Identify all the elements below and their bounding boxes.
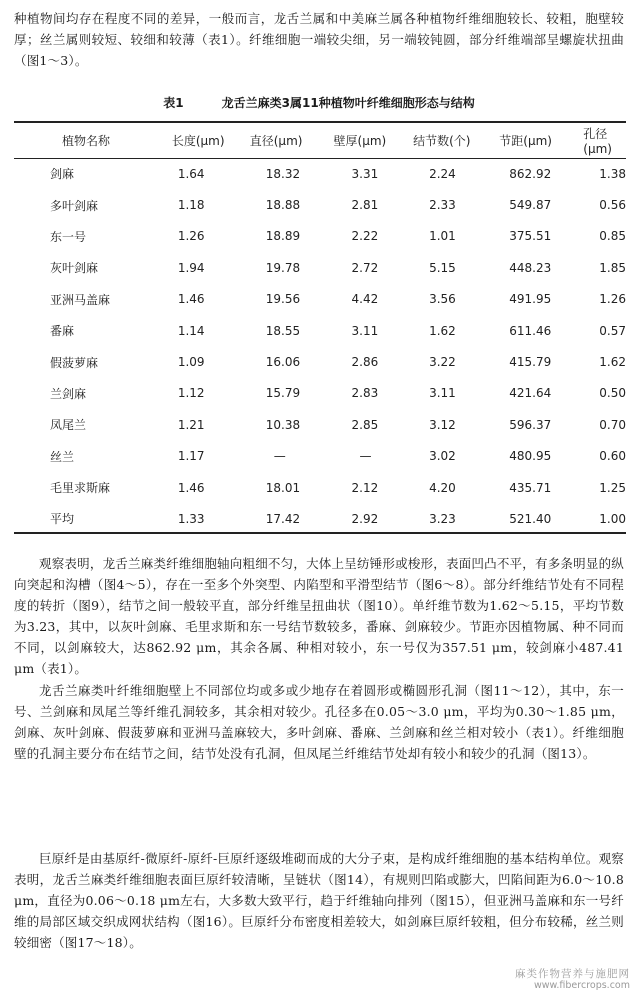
cell-node-spacing: 611.46 (509, 323, 552, 338)
table-row (14, 346, 626, 377)
cell-pore-size: 1.38 (599, 166, 626, 181)
cell-wall-thickness: 2.85 (351, 417, 379, 432)
table-title: 龙舌兰麻类3属11种植物叶纤维细胞形态与结构 (221, 96, 475, 110)
cell-node-count: 3.56 (429, 292, 456, 307)
header-diameter: 直径(μm) (249, 134, 303, 148)
cell-length: 1.33 (177, 511, 205, 526)
table-row (14, 252, 626, 283)
table-row (14, 441, 626, 472)
observation-paragraph-1: 观察表明，龙舌兰麻类纤维细胞轴向粗细不匀，大体上呈纺锤形或梭形，表面凹凸不平，有多条明显的纵向突起和沟槽（图4～5），存在一至多个外突型、内陷型和平滑型结节（图6～8）。部分纤维结节处有不同程度的转折（图9），结节之间一般较平直，部分纤维呈扭曲状（图10）。单纤维节数为1.62～5.15，平均节数为3.23，其中，以灰叶剑麻、毛里求斯和东一号结节数较多，番麻、剑麻较少。节距亦因植物属、种不同而不同，以剑麻较大，达862.92 μm，其余各属、种相对较小，东一号仅为357.51 μm，较剑麻小487.41 μm（表1）。 (14, 556, 624, 676)
cell-length: 1.94 (177, 260, 205, 275)
cell-diameter: 19.56 (265, 292, 301, 307)
cell-node-count: 3.22 (429, 355, 456, 370)
cell-diameter: 17.42 (265, 511, 301, 526)
cell-diameter: — (273, 449, 286, 464)
cell-wall-thickness: 2.22 (351, 229, 379, 244)
cell-node-spacing: 375.51 (509, 229, 552, 244)
cell-pore-size: 0.56 (599, 198, 626, 213)
table-row (14, 221, 626, 252)
table-row (14, 409, 626, 440)
watermark-url: www.fibercrops.com (533, 980, 630, 991)
cell-node-count: 3.11 (429, 386, 456, 401)
cell-node-count: 2.24 (429, 166, 456, 181)
header-plant-name: 植物名称 (62, 134, 111, 148)
cell-wall-thickness: 2.83 (351, 386, 379, 401)
cell-node-count: 1.62 (429, 323, 456, 338)
cell-diameter: 18.88 (265, 198, 301, 213)
cell-plant-name: 平均 (50, 512, 75, 527)
cell-node-spacing: 596.37 (509, 417, 552, 432)
cell-pore-size: 0.70 (599, 417, 626, 432)
cell-wall-thickness: 2.72 (351, 260, 379, 275)
cell-pore-size: 1.62 (599, 355, 626, 370)
cell-diameter: 15.79 (265, 386, 301, 401)
cell-length: 1.26 (177, 229, 205, 244)
table-caption (14, 94, 624, 111)
cell-diameter: 18.32 (265, 166, 301, 181)
cell-wall-thickness: 2.81 (351, 198, 379, 213)
cell-plant-name: 兰剑麻 (50, 386, 87, 401)
cell-wall-thickness: 4.42 (351, 292, 379, 307)
cell-node-count: 1.01 (429, 229, 456, 244)
cell-length: 1.21 (177, 417, 205, 432)
cell-length: 1.46 (177, 480, 205, 495)
cell-node-spacing: 491.95 (509, 292, 552, 307)
cell-length: 1.12 (177, 386, 205, 401)
intro-paragraph: 种植物间均存在程度不同的差异，一般而言，龙舌兰属和中美麻兰属各种植物纤维细胞较长、较粗，胞壁较厚；丝兰属则较短、较细和较薄（表1）。纤维细胞一端较尖细，另一端较钝圆，部分纤维端部呈螺旋状扭曲（图1～3）。 (14, 11, 624, 68)
cell-wall-thickness: 2.12 (351, 480, 379, 495)
cell-diameter: 18.55 (265, 323, 301, 338)
table-row (14, 158, 626, 189)
header-wall-thickness: 壁厚(μm) (333, 134, 387, 148)
table-row (14, 284, 626, 315)
cell-pore-size: 0.60 (599, 449, 626, 464)
cell-wall-thickness: — (359, 449, 372, 464)
table-row-average (14, 503, 626, 534)
cell-length: 1.18 (177, 198, 205, 213)
cell-diameter: 19.78 (265, 260, 301, 275)
cell-diameter: 10.38 (265, 417, 301, 432)
cell-node-spacing: 421.64 (509, 386, 552, 401)
cell-wall-thickness: 2.92 (351, 511, 379, 526)
cell-node-spacing: 862.92 (509, 166, 552, 181)
header-pore-size: 孔径(μm) (583, 127, 612, 156)
cell-node-spacing: 549.87 (509, 198, 552, 213)
cell-length: 1.14 (177, 323, 205, 338)
cell-node-count: 4.20 (429, 480, 456, 495)
cell-length: 1.46 (177, 292, 205, 307)
header-node-count: 结节数(个) (413, 134, 471, 148)
cell-plant-name: 毛里求斯麻 (50, 481, 111, 496)
cell-pore-size: 1.85 (599, 260, 626, 275)
observation-paragraph-2: 龙舌兰麻类叶纤维细胞壁上不同部位均或多或少地存在着圆形或椭圆形孔洞（图11～12），其中，东一号、兰剑麻和凤尾兰等纤维孔洞较多，其余相对较少。孔径多在0.05～3.0 μm，平均为0.30～1.85 μm，剑麻、灰叶剑麻、假菠萝麻和亚洲马盖麻较大，多叶剑麻、番麻、兰剑麻和丝兰相对较小（表1）。纤维细胞壁的孔洞主要分布在结节之间，结节处没有孔洞，但凤尾兰纤维结节处却有较小和较少的孔洞（图13）。 (14, 683, 624, 761)
cell-plant-name: 剑麻 (50, 167, 75, 182)
table-row (14, 472, 626, 503)
cell-wall-thickness: 2.86 (351, 355, 379, 370)
header-node-spacing: 节距(μm) (499, 134, 552, 148)
cell-wall-thickness: 3.11 (351, 323, 379, 338)
cell-plant-name: 多叶剑麻 (50, 198, 99, 213)
table-label: 表1 (163, 96, 184, 110)
cell-diameter: 18.01 (265, 480, 301, 495)
cell-pore-size: 1.00 (599, 511, 626, 526)
cell-node-spacing: 435.71 (509, 480, 552, 495)
cell-plant-name: 亚洲马盖麻 (50, 292, 111, 307)
fiber-morphology-table (14, 123, 626, 535)
cell-length: 1.09 (177, 355, 205, 370)
cell-plant-name: 番麻 (50, 324, 75, 339)
cell-pore-size: 0.50 (599, 386, 626, 401)
watermark-site-name: 麻类作物营养与施肥网 (515, 968, 630, 980)
cell-node-spacing: 415.79 (509, 355, 552, 370)
header-length: 长度(μm) (171, 134, 225, 148)
cell-plant-name: 东一号 (50, 229, 87, 244)
cell-length: 1.17 (177, 449, 205, 464)
table-row (14, 378, 626, 409)
cell-diameter: 16.06 (265, 355, 301, 370)
cell-length: 1.64 (177, 166, 205, 181)
cell-node-spacing: 448.23 (509, 260, 552, 275)
cell-plant-name: 凤尾兰 (50, 418, 87, 433)
cell-node-spacing: 521.40 (509, 511, 552, 526)
cell-diameter: 18.89 (265, 229, 301, 244)
cell-node-count: 3.23 (429, 511, 456, 526)
cell-plant-name: 假菠萝麻 (50, 355, 99, 370)
cell-node-count: 3.12 (429, 417, 456, 432)
cell-plant-name: 丝兰 (50, 449, 75, 464)
cell-pore-size: 1.26 (599, 292, 626, 307)
cell-node-count: 2.33 (429, 198, 456, 213)
table-row (14, 315, 626, 346)
site-watermark (515, 968, 630, 992)
observation-paragraph-3: 巨原纤是由基原纤-微原纤-原纤-巨原纤逐级堆砌而成的大分子束，是构成纤维细胞的基本结构单位。观察表明，龙舌兰麻类纤维细胞表面巨原纤较清晰，呈链状（图14），有规则凹陷或膨大，凹陷间距为6.0～10.8 μm，直径为0.06～0.18 μm左右，大多数大致平行，趋于纤维轴向排列（图15），但亚洲马盖麻和东一号纤维的局部区域交织成网状结构（图16）。巨原纤分布密度相差较大，如剑麻巨原纤较粗，但分布较稀，丝兰则较细密（图17～18）。 (14, 851, 624, 950)
cell-plant-name: 灰叶剑麻 (50, 261, 99, 276)
cell-node-count: 3.02 (429, 449, 456, 464)
cell-wall-thickness: 3.31 (351, 166, 379, 181)
table-header-row (14, 123, 626, 158)
cell-pore-size: 0.85 (599, 229, 626, 244)
cell-pore-size: 1.25 (599, 480, 626, 495)
cell-node-count: 5.15 (429, 260, 456, 275)
cell-node-spacing: 480.95 (509, 449, 552, 464)
table-row (14, 189, 626, 220)
cell-pore-size: 0.57 (599, 323, 626, 338)
